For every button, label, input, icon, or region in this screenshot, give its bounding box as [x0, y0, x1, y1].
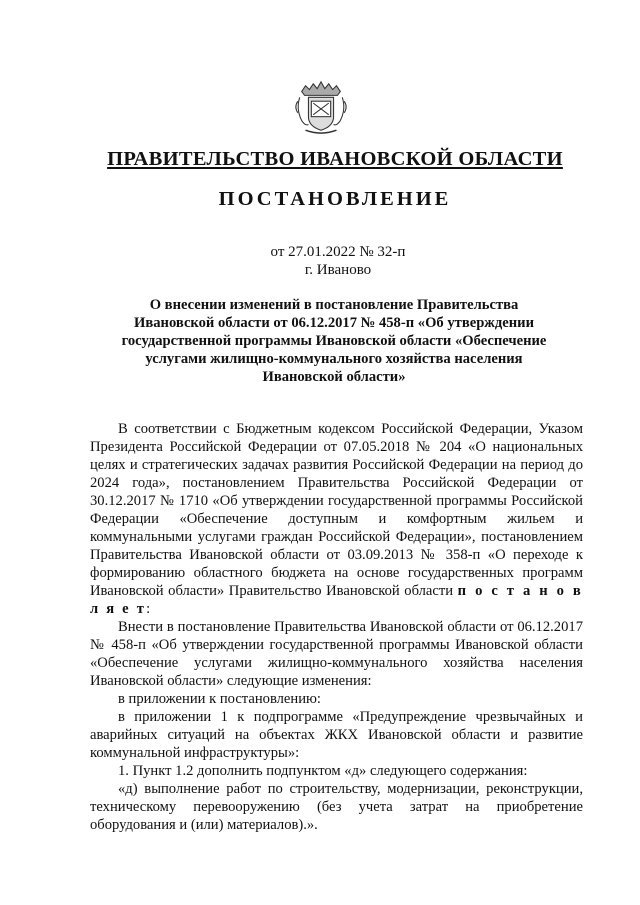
document-type: ПОСТАНОВЛЕНИЕ	[218, 188, 452, 210]
document-city: г. Иваново	[304, 262, 372, 278]
paragraph-subprogram: в приложении 1 к подпрограмме «Предупреждение чрезвычайных и аварийных ситуаций на объектах ЖКХ Ивановской области и развитие коммунальной инфраструктуры»:	[90, 709, 583, 761]
document-body	[90, 420, 583, 834]
paragraph-appendix: в приложении к постановлению:	[118, 691, 321, 707]
paragraph-item: 1. Пункт 1.2 дополнить подпунктом «д» следующего содержания:	[118, 763, 528, 779]
paragraph-subitem: «д) выполнение работ по строительству, модернизации, реконструкции, техническому перевооружению (без учета затрат на приобретение оборудования и (или) материалов).».	[90, 781, 583, 833]
title-line: услугами жилищно-коммунального хозяйства населения	[145, 351, 523, 367]
preamble-paragraph	[90, 420, 583, 618]
title-line: государственной программы Ивановской области «Обеспечение	[121, 333, 547, 349]
document-date-number: от 27.01.2022 № 32-п	[270, 244, 406, 260]
title-line: Ивановской области от 06.12.2017 № 458-п «Об утверждении	[134, 315, 534, 331]
paragraph-amend: Внести в постановление Правительства Ивановской области от 06.12.2017 № 458-п «Об утверждении государственной программы Ивановской области «Обеспечение услугами жилищно-коммунального хозяйства населения Ивановской области» следующие изменения:	[90, 619, 583, 689]
resolves-colon: :	[146, 601, 151, 617]
document-title	[102, 296, 566, 386]
government-name: ПРАВИТЕЛЬСТВО ИВАНОВСКОЙ ОБЛАСТИ	[107, 148, 563, 170]
title-line: Ивановской области»	[262, 369, 406, 385]
coat-of-arms-icon	[292, 78, 350, 136]
preamble-text: В соответствии с Бюджетным кодексом Российской Федерации, Указом Президента Российской Федерации от 07.05.2018 № 204 «О национальных целях и стратегических задачах развития Российской Федерации на период до 2024 года», постановлением Правительства Российской Федерации от 30.12.2017 № 1710 «Об утверждении государственной программы Российской Федерации «Обеспечение доступным и комфортным жильем и коммунальными услугами граждан Российской Федерации», постановлением Правительства Ивановской области от 03.09.2013 № 358-п «О переходе к формированию областного бюджета на основе государственных программ Ивановской области» Правительство Ивановской области	[90, 421, 583, 599]
title-line: О внесении изменений в постановление Правительства	[149, 297, 519, 313]
date-block	[0, 243, 640, 279]
resolves-word: п о с т а н о в л я е т	[90, 583, 583, 617]
